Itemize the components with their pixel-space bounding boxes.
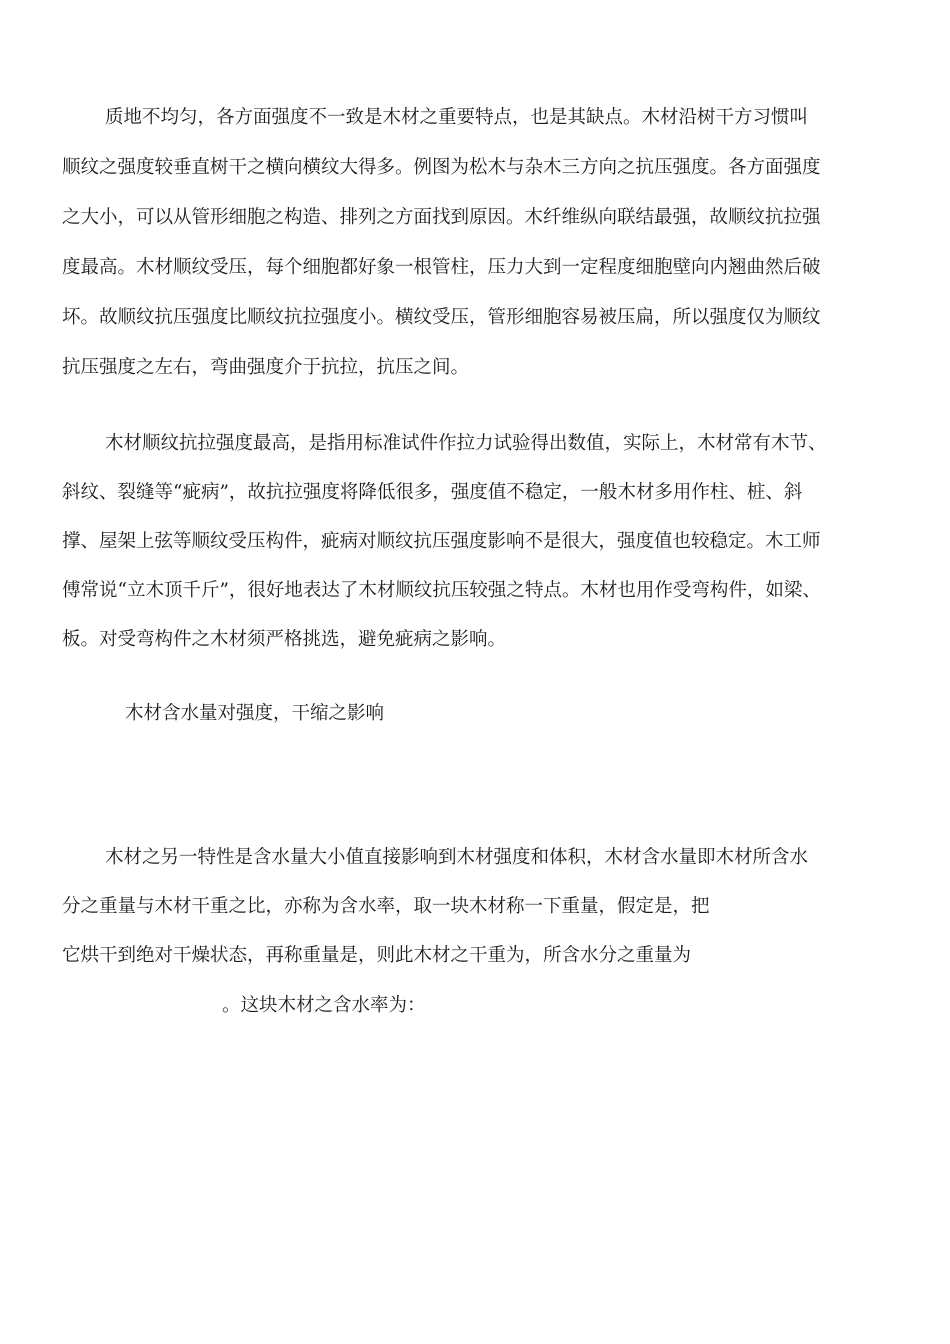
paragraph-line: 板。对受弯构件之木材须严格挑选，避免疵病之影响。 — [62, 629, 507, 650]
paragraph-line: 傅常说“立木顶千斤”，很好地表达了木材顺纹抗压较强之特点。木材也用作受弯构件，如梁、 — [62, 580, 821, 601]
paragraph-line: 坏。故顺纹抗压强度比顺纹抗拉强度小。横纹受压，管形细胞容易被压扁，所以强度仅为顺纹 — [62, 307, 821, 328]
paragraph-line: 分之重量与木材干重之比，亦称为含水率，取一块木材称一下重量，假定是，把 — [62, 896, 710, 917]
paragraph-line: 之大小，可以从管形细胞之构造、排列之方面找到原因。木纤维纵向联结最强，故顺纹抗拉强 — [62, 207, 821, 228]
paragraph-line: 木材之另一特性是含水量大小值直接影响到木材强度和体积，木材含水量即木材所含水 — [105, 847, 809, 868]
paragraph-line: 顺纹之强度较垂直树干之横向横纹大得多。例图为松木与杂木三方向之抗压强度。各方面强度 — [62, 157, 821, 178]
paragraph-line: 它烘干到绝对干燥状态，再称重量是，则此木材之干重为，所含水分之重量为 — [62, 945, 692, 966]
paragraph-line: 抗压强度之左右，弯曲强度介于抗拉，抗压之间。 — [62, 357, 470, 378]
paragraph-line: 木材顺纹抗拉强度最高，是指用标准试件作拉力试验得出数值，实际上，木材常有木节、 — [105, 433, 827, 454]
paragraph-line: 质地不均匀，各方面强度不一致是木材之重要特点，也是其缺点。木材沿树干方习惯叫 — [105, 107, 809, 128]
paragraph-line: 撑、屋架上弦等顺纹受压构件，疵病对顺纹抗压强度影响不是很大，强度值也较稳定。木工师 — [62, 531, 821, 552]
paragraph-line: 度最高。木材顺纹受压，每个细胞都好象一根管柱，压力大到一定程度细胞壁向内翘曲然后破 — [62, 257, 821, 278]
paragraph-line: 。这块木材之含水率为： — [222, 995, 426, 1016]
section-heading: 木材含水量对强度，干缩之影响 — [125, 703, 385, 724]
paragraph-line: 斜纹、裂缝等“疵病”，故抗拉强度将降低很多，强度值不稳定，一般木材多用作柱、桩、斜 — [62, 482, 803, 503]
